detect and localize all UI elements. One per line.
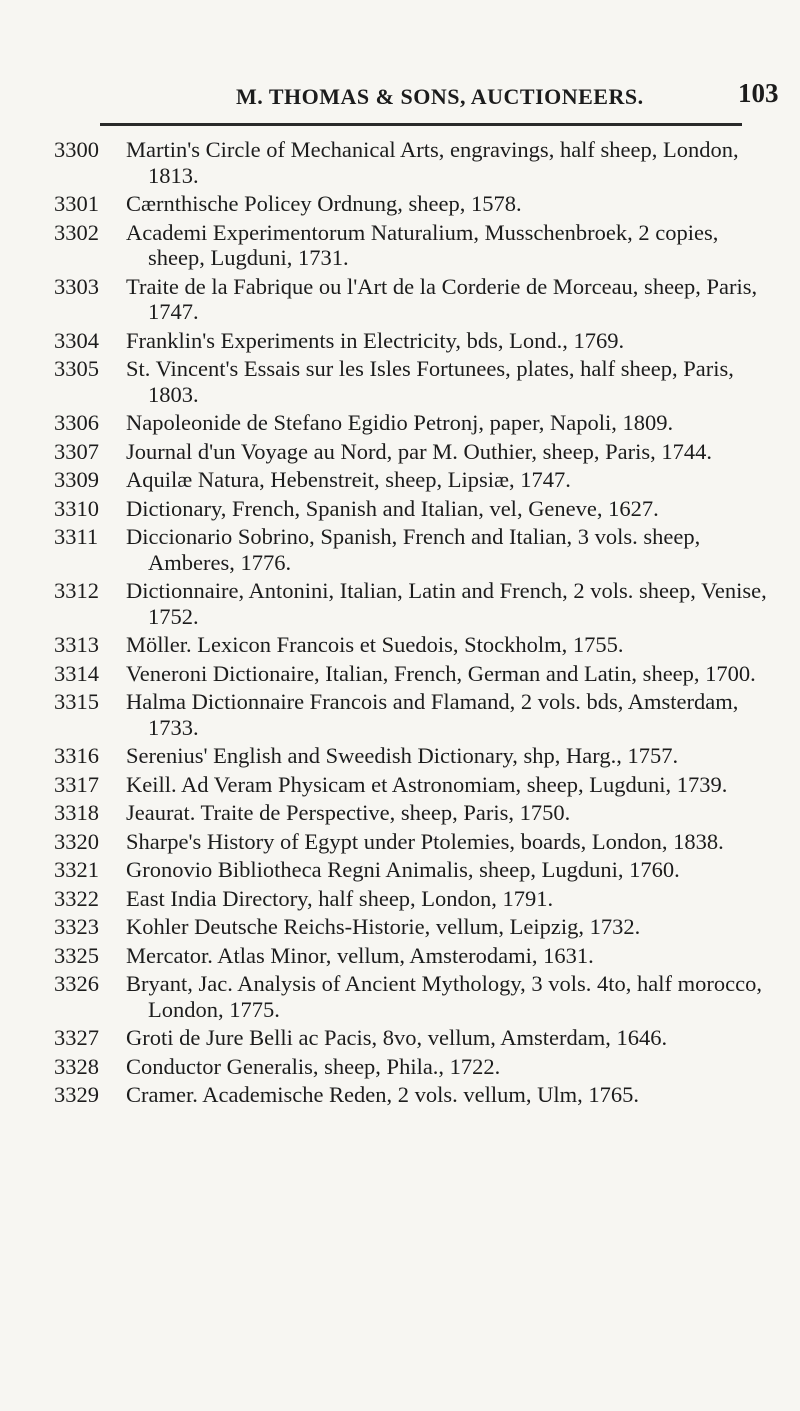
lot-number: 3328 [54, 1053, 99, 1079]
lot-entry [54, 743, 774, 769]
lot-entry [54, 191, 774, 217]
lot-description: Dictionary, French, Spanish and Italian, vel, Geneve, 1627. [126, 495, 659, 521]
lot-entry [54, 689, 774, 740]
lot-entry [54, 220, 774, 271]
lot-number: 3323 [54, 914, 99, 939]
lot-number: 3307 [54, 438, 99, 464]
lot-description: Serenius' English and Sweedish Dictionary, shp, Harg., 1757. [126, 743, 679, 768]
lot-list [54, 137, 774, 1111]
lot-entry [54, 857, 774, 883]
lot-description: Academi Experimentorum Naturalium, Musschenbroek, 2 copies, sheep, Lugduni, 1731. [126, 219, 719, 270]
lot-description: Veneroni Dictionaire, Italian, French, German and Latin, sheep, 1700. [126, 660, 756, 686]
running-header: M. THOMAS & SONS, AUCTIONEERS. [236, 84, 644, 109]
lot-number: 3317 [54, 771, 99, 797]
lot-entry [54, 467, 774, 493]
lot-description: Bryant, Jac. Analysis of Ancient Mythology, 3 vols. 4to, half morocco, London, 1775. [126, 971, 762, 1022]
lot-description: Franklin's Experiments in Electricity, bds, Lond., 1769. [126, 327, 625, 353]
lot-entry [54, 137, 774, 188]
lot-number: 3315 [54, 689, 99, 714]
lot-number: 3303 [54, 273, 99, 299]
lot-number: 3326 [54, 971, 99, 996]
lot-entry [54, 886, 774, 912]
lot-number: 3306 [54, 410, 99, 435]
lot-number: 3304 [54, 327, 99, 353]
lot-description: Napoleonide de Stefano Egidio Petronj, paper, Napoli, 1809. [126, 410, 674, 435]
lot-entry [54, 943, 774, 969]
lot-entry [54, 356, 774, 407]
lot-entry [54, 829, 774, 855]
lot-description: Aquilæ Natura, Hebenstreit, sheep, Lipsiæ, 1747. [126, 467, 571, 492]
lot-entry [54, 328, 774, 354]
lot-description: Cærnthische Policey Ordnung, sheep, 1578. [126, 191, 522, 216]
lot-description: Traite de la Fabrique ou l'Art de la Corderie de Morceau, sheep, Paris, 1747. [126, 273, 758, 324]
lot-description: East India Directory, half sheep, London, 1791. [126, 885, 554, 911]
lot-description: Gronovio Bibliotheca Regni Animalis, sheep, Lugduni, 1760. [126, 857, 680, 882]
lot-entry [54, 632, 774, 658]
lot-number: 3321 [54, 857, 99, 882]
lot-description: Cramer. Academische Reden, 2 vols. vellum, Ulm, 1765. [126, 1082, 640, 1107]
lot-number: 3318 [54, 800, 99, 825]
lot-number: 3311 [54, 524, 99, 549]
lot-number: 3327 [54, 1025, 99, 1050]
lot-entry [54, 772, 774, 798]
lot-number: 3329 [54, 1082, 99, 1107]
lot-number: 3300 [54, 137, 99, 162]
lot-description: Kohler Deutsche Reichs-Historie, vellum, Leipzig, 1732. [126, 914, 641, 939]
lot-entry [54, 661, 774, 687]
lot-entry [54, 1025, 774, 1051]
lot-description: Mercator. Atlas Minor, vellum, Amsterodami, 1631. [126, 942, 594, 968]
lot-entry [54, 578, 774, 629]
lot-number: 3316 [54, 743, 99, 768]
lot-number: 3314 [54, 660, 99, 686]
lot-number: 3322 [54, 885, 99, 911]
lot-description: Martin's Circle of Mechanical Arts, engravings, half sheep, London, 1813. [126, 137, 739, 188]
lot-entry [54, 274, 774, 325]
lot-description: Sharpe's History of Egypt under Ptolemies, boards, London, 1838. [126, 828, 724, 854]
lot-description: Journal d'un Voyage au Nord, par M. Outhier, sheep, Paris, 1744. [126, 438, 712, 464]
lot-entry [54, 971, 774, 1022]
lot-description: Conductor Generalis, sheep, Phila., 1722. [126, 1053, 501, 1079]
lot-number: 3320 [54, 828, 99, 854]
lot-number: 3313 [54, 632, 99, 657]
lot-description: Halma Dictionnaire Francois and Flamand, 2 vols. bds, Amsterdam, 1733. [126, 689, 739, 740]
lot-entry [54, 496, 774, 522]
header-rule [100, 123, 742, 126]
lot-number: 3312 [54, 578, 99, 603]
lot-description: Jeaurat. Traite de Perspective, sheep, Paris, 1750. [126, 800, 571, 825]
lot-entry [54, 1054, 774, 1080]
lot-description: Diccionario Sobrino, Spanish, French and Italian, 3 vols. sheep, Amberes, 1776. [126, 524, 701, 575]
lot-number: 3325 [54, 942, 99, 968]
lot-entry [54, 524, 774, 575]
lot-entry [54, 410, 774, 436]
lot-description: Groti de Jure Belli ac Pacis, 8vo, vellum, Amsterdam, 1646. [126, 1025, 668, 1050]
lot-description: Dictionnaire, Antonini, Italian, Latin and French, 2 vols. sheep, Venise, 1752. [126, 578, 767, 629]
lot-number: 3301 [54, 191, 99, 216]
lot-description: St. Vincent's Essais sur les Isles Fortunees, plates, half sheep, Paris, 1803. [126, 356, 734, 407]
lot-number: 3305 [54, 356, 99, 381]
lot-entry [54, 439, 774, 465]
lot-number: 3302 [54, 219, 99, 245]
lot-description: Möller. Lexicon Francois et Suedois, Stockholm, 1755. [126, 632, 624, 657]
lot-number: 3309 [54, 467, 99, 492]
lot-description: Keill. Ad Veram Physicam et Astronomiam, sheep, Lugduni, 1739. [126, 771, 728, 797]
lot-entry [54, 1082, 774, 1108]
lot-number: 3310 [54, 495, 99, 521]
lot-entry [54, 800, 774, 826]
page-number: 103 [738, 78, 779, 108]
lot-entry [54, 914, 774, 940]
